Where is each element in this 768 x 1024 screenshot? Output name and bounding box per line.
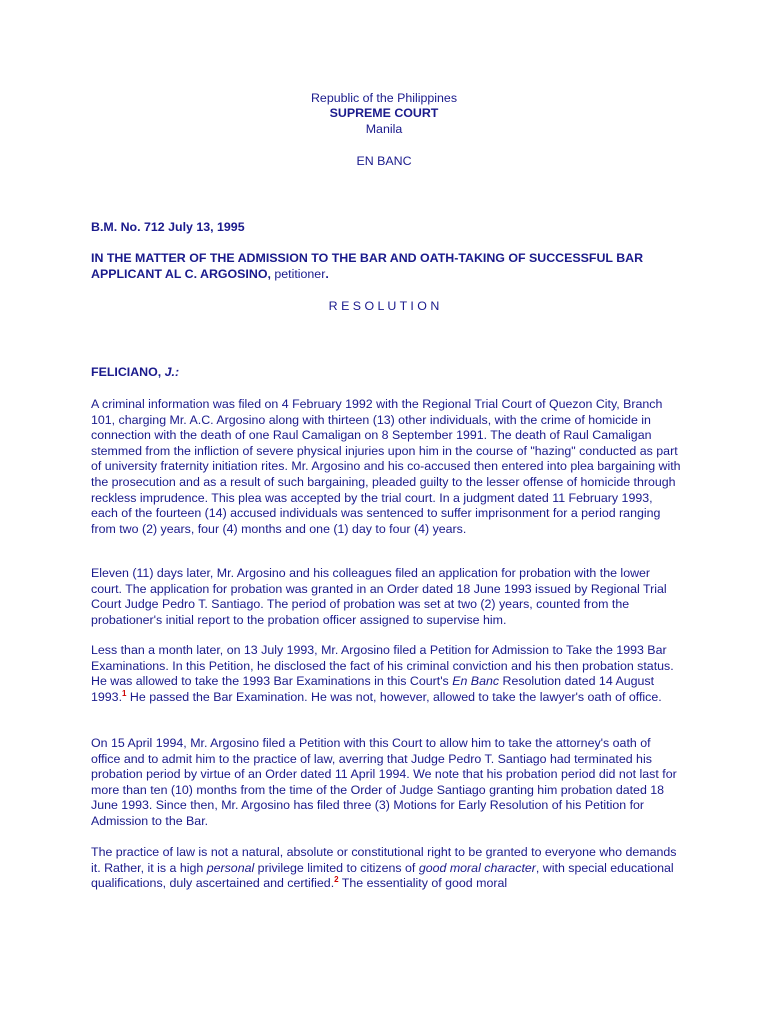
- header-manila: Manila: [365, 122, 403, 136]
- resolution-heading: R E S O L U T I O N: [328, 299, 440, 313]
- paragraph-5-part-b: privilege limited to citizens of: [254, 860, 419, 875]
- case-number: B.M. No. 712 July 13, 1995: [91, 220, 245, 234]
- footnote-link-2[interactable]: 2: [334, 875, 339, 885]
- paragraph-2: Eleven (11) days later, Mr. Argosino and his colleagues filed an application for probation with the lower court. The application for probation was granted in an Order dated 18 June 1993 issued by Regional Trial Court Judge Pedro T. Santiago. The period of probation was set at two (2) years, counted from the probationer's initial report to the probation officer assigned to supervise him.: [91, 566, 667, 627]
- ponente-suffix: J.:: [161, 365, 180, 379]
- paragraph-5-part-d: The essentiality of good moral: [338, 876, 508, 891]
- paragraph-5-personal: personal: [206, 860, 255, 875]
- ponente: [91, 365, 681, 381]
- paragraph-3-part-c: He passed the Bar Examination. He was not, however, allowed to take the lawyer's oath of office.: [126, 689, 662, 704]
- paragraph-1: A criminal information was filed on 4 February 1992 with the Regional Trial Court of Quezon City, Branch 101, charging Mr. A.C. Argosino along with thirteen (13) other individuals, with the crime of homicide in connection with the death of one Raul Camaligan on 8 September 1991. The death of Raul Camaligan stemmed from the infliction of severe physical injuries upon him in the course of "hazing" conducted as part of university fraternity initiation rites. Mr. Argosino and his co-accused then entered into plea bargaining with the prosecution and as a result of such bargaining, pleaded guilty to the lesser offense of homicide through reckless imprudence. This plea was accepted by the trial court. In a judgment dated 11 February 1993, each of the fourteen (14) accused individuals was sentenced to suffer imprisonment for a period ranging from two (2) years, four (4) months and one (1) day to four (4) years.: [91, 397, 681, 536]
- paragraph-5: [91, 845, 681, 892]
- paragraph-5-good-moral-character: good moral character: [418, 860, 536, 875]
- case-title: [91, 251, 671, 282]
- paragraph-5-part-c: , with special educational qualifications, duly ascertained and certified.: [91, 860, 674, 891]
- case-title-petitioner: petitioner: [270, 266, 326, 281]
- paragraph-5-part-a: The practice of law is not a natural, absolute or constitutional right to be granted to everyone who demands it. Rather, it is a high: [91, 845, 677, 875]
- paragraph-4: On 15 April 1994, Mr. Argosino filed a Petition with this Court to allow him to take the attorney's oath of office and to admit him to the practice of law, averring that Judge Pedro T. Santiago had terminated his probation period by virtue of an Order dated 11 April 1994. We note that his probation period did not last for more than ten (10) months from the time of the Order of Judge Santiago granting him probation dated 18 June 1993. Since then, Mr. Argosino has filed three (3) Motions for Early Resolution of his Petition for Admission to the Bar.: [91, 736, 677, 828]
- paragraph-3-part-a: Less than a month later, on 13 July 1993, Mr. Argosino filed a Petition for Admission to Take the 1993 Bar Examinations. In this Petition, he disclosed the fact of his criminal conviction and his then probation status. He was allowed to take the 1993 Bar Examinations in this Court's: [91, 643, 674, 689]
- paragraph-3-en-banc: En Banc: [452, 674, 500, 689]
- footnote-link-1[interactable]: 1: [122, 688, 127, 698]
- paragraph-3-part-b: Resolution dated 14 August 1993.: [91, 674, 655, 704]
- header-en-banc: EN BANC: [356, 154, 412, 168]
- header-supreme-court: SUPREME COURT: [329, 106, 439, 120]
- header-republic: Republic of the Philippines: [310, 91, 458, 105]
- ponente-name: FELICIANO,: [91, 365, 162, 379]
- case-title-period: .: [325, 266, 329, 281]
- case-title-bold: IN THE MATTER OF THE ADMISSION TO THE BAR AND OATH-TAKING OF SUCCESSFUL BAR APPLICANT AL C. ARGOSINO,: [91, 251, 644, 281]
- paragraph-3: [91, 643, 681, 705]
